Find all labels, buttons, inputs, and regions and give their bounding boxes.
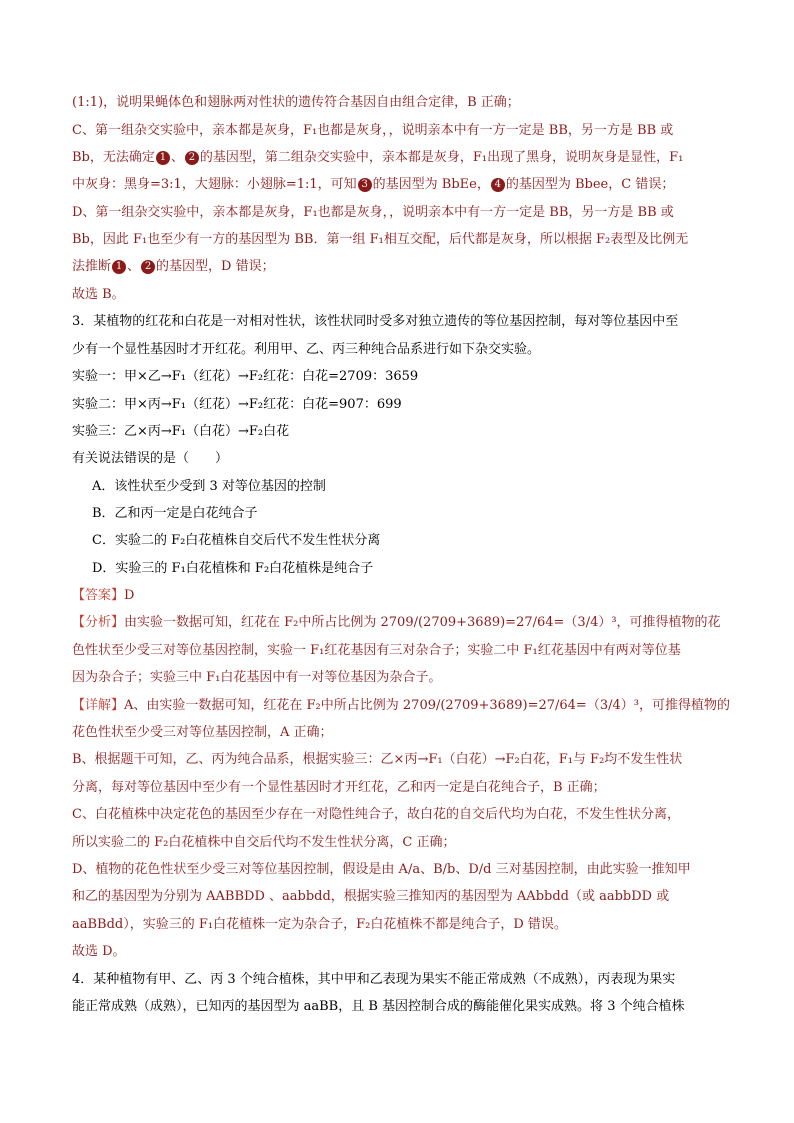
- option-b: B．乙和丙一定是白花纯合子: [92, 506, 258, 521]
- analysis-tag: 【分析】: [72, 615, 125, 630]
- experiment-line: 实验一：甲×乙→F₁（红花）→F₂红花：白花=2709：3659: [72, 369, 419, 384]
- detail-line: B、根据题干可知，乙、丙为纯合品系，根据实验三：乙×丙→F₁（白花）→F₂白花，F₁与 F₂均不发生性状: [72, 752, 683, 767]
- experiment-line: 实验三：乙×丙→F₁（白花）→F₂白花: [72, 424, 290, 439]
- question-stem: 少有一个显性基因时才开红花。利用甲、乙、丙三种纯合品系进行如下杂交实验。: [72, 342, 541, 357]
- analysis-line: 色性状至少受三对等位基因控制，实验一 F₁红花基因有三对杂合子；实验二中 F₁红花基因中有两对等位基: [72, 643, 681, 658]
- detail-line: aaBBdd），实验三的 F₁白花植株一定为杂合子，F₂白花植株不都是纯合子，D 错误。: [72, 917, 567, 932]
- detail-tag: 【详解】: [72, 698, 125, 713]
- question-stem: 能正常成熟（成熟），已知丙的基因型为 aaBB，且 B 基因控制合成的酶能催化果实成熟。将 3 个纯合植株: [72, 999, 685, 1014]
- option-a: A．该性状至少受到 3 对等位基因的控制: [92, 479, 326, 494]
- text-span: 的基因型为 BbEe，: [372, 177, 490, 192]
- text-line: D、第一组杂交实验中，亲本都是灰身，F₁也都是灰身，，说明亲本中有一方一定是 BB，另一方是 BB 或: [72, 205, 674, 220]
- answer-line: [72, 587, 134, 605]
- answer-tag: 【答案】: [72, 588, 125, 603]
- circled-number-1: 1: [156, 151, 170, 165]
- detail-line: D、植物的花色性状至少受三对等位基因控制，假设是由 A/a、B/b、D/d 三对基因控制，由此实验一推知甲: [72, 862, 691, 877]
- text-line: 故选 B。: [72, 287, 125, 302]
- experiment-line: 实验二：甲×丙→F₁（红花）→F₂红花：白花=907：699: [72, 397, 402, 412]
- answer-value: D: [124, 588, 135, 603]
- analysis-line: 因为杂合子；实验三中 F₁白花基因中有一对等位基因为杂合子。: [72, 670, 442, 685]
- text-span: 的基因型为 Bbee，C 错误；: [505, 177, 675, 192]
- text-span: 、: [170, 150, 184, 165]
- circled-number-3: 3: [358, 178, 372, 192]
- text-line: Bb，因此 F₁也至少有一方的基因型为 BB．第一组 F₁相互交配，后代都是灰身，所以根据 F₂表型及比例无: [72, 232, 689, 247]
- question-prompt: 有关说法错误的是（ ）: [72, 451, 229, 466]
- text-line: [72, 149, 683, 167]
- detail-line: 花色性状至少受三对等位基因控制，A 正确；: [72, 725, 333, 740]
- text-span: 由实验一数据可知，红花在 F₂中所占比例为 2709/(2709+3689)=27/64=（3/4）³，可推得植物的花: [124, 615, 721, 630]
- question-stem: 3．某植物的红花和白花是一对相对性状，该性状同时受多对独立遗传的等位基因控制，每对等位基因中至: [72, 314, 679, 329]
- circled-number-2: 2: [185, 151, 199, 165]
- circled-number-2: 2: [141, 260, 155, 274]
- detail-line: 故选 D。: [72, 944, 126, 959]
- detail-line: 所以实验二的 F₂白花植株中自交后代均不发生性状分离，C 正确；: [72, 835, 456, 850]
- text-span: 中灰身：黑身=3:1，大翅脉：小翅脉=1:1，可知: [72, 177, 357, 192]
- text-span: Bb，无法确定: [72, 150, 155, 165]
- text-span: 、: [127, 259, 141, 274]
- detail-line: C、白花植株中决定花色的基因至少存在一对隐性纯合子，故白花的自交后代均为白花，不发生性状分离，: [72, 807, 680, 822]
- text-line: C、第一组杂交实验中，亲本都是灰身，F₁也都是灰身，，说明亲本中有一方一定是 BB，另一方是 BB 或: [72, 123, 674, 138]
- circled-number-4: 4: [491, 178, 505, 192]
- text-span: A、由实验一数据可知，红花在 F₂中所占比例为 2709/(2709+3689)=27/64=（3/4）³，可推得植物的: [124, 698, 730, 713]
- text-line: (1:1)，说明果蝇体色和翅脉两对性状的遗传符合基因自由组合定律，B 正确；: [72, 95, 520, 110]
- text-span: 的基因型，D 错误；: [156, 259, 275, 274]
- detail-line: [72, 697, 730, 715]
- text-span: 的基因型，第二组杂交实验中，亲本都是灰身，F₁出现了黑身，说明灰身是显性，F₁: [199, 150, 684, 165]
- text-span: 法推断: [72, 259, 112, 274]
- detail-line: 和乙的基因型为分别为 AABBDD 、aabbdd，根据实验三推知丙的基因型为 AAbbdd（或 aabbDD 或: [72, 889, 670, 904]
- question-stem: 4．某种植物有甲、乙、丙 3 个纯合植株，其中甲和乙表现为果实不能正常成熟（不成熟），丙表现为果实: [72, 972, 676, 987]
- analysis-line: [72, 614, 721, 632]
- option-d: D．实验三的 F₁白花植株和 F₂白花植株是纯合子: [92, 561, 374, 576]
- circled-number-1: 1: [112, 260, 126, 274]
- option-c: C．实验二的 F₂白花植株自交后代不发生性状分离: [92, 533, 381, 548]
- text-line: [72, 258, 275, 276]
- detail-line: 分离，每对等位基因中至少有一个显性基因时才开红花，乙和丙一定是白花纯合子，B 正确；: [72, 780, 606, 795]
- text-line: [72, 176, 674, 194]
